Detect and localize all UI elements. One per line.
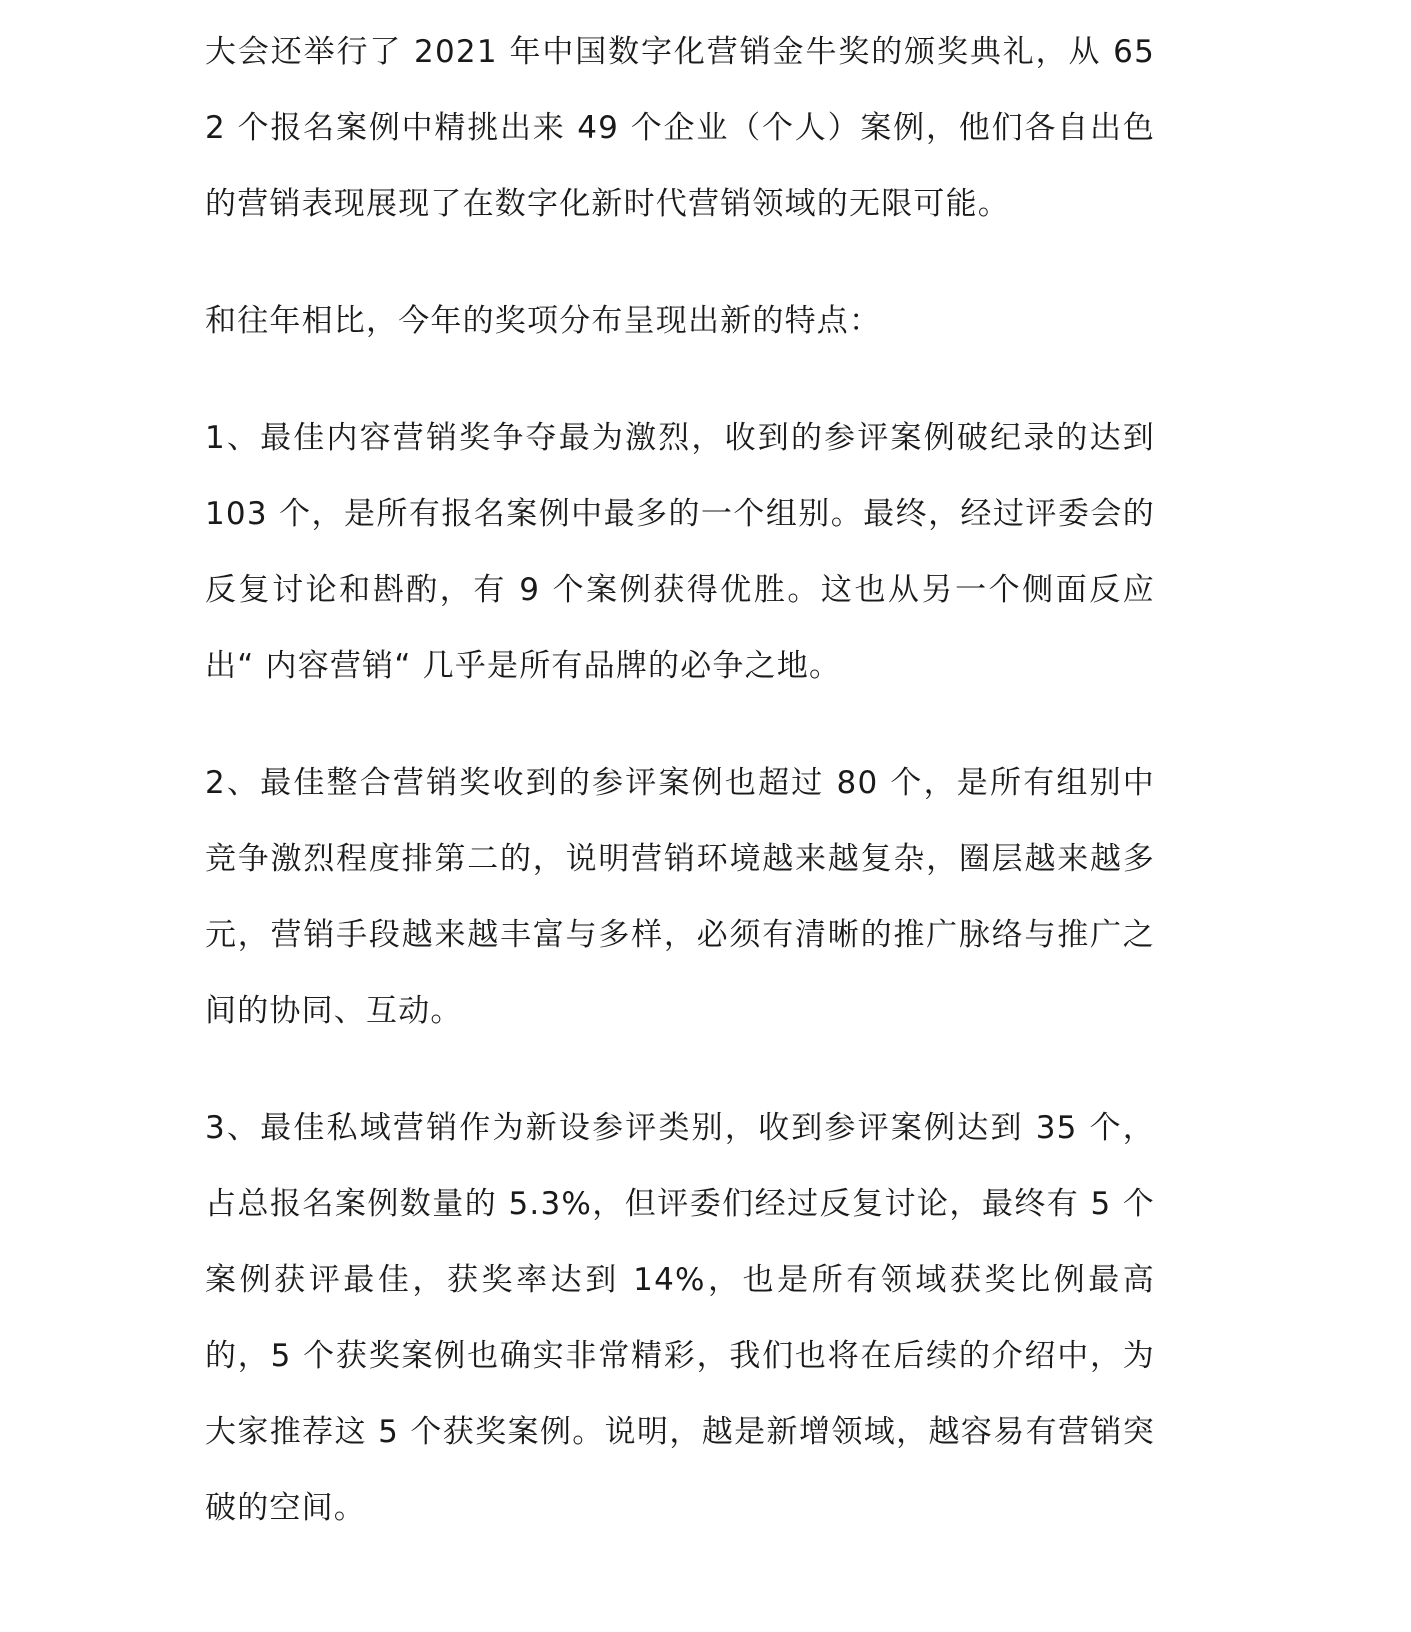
paragraph-award-ceremony: 大会还举行了 2021 年中国数字化营销金牛奖的颁奖典礼，从 652 个报名案例中精挑出来 49 个企业（个人）案例，他们各自出色的营销表现展现了在数字化新时代营销领域的无限可能。	[205, 34, 1155, 222]
paragraph-point-1-content-marketing: 1、最佳内容营销奖争夺最为激烈，收到的参评案例破纪录的达到 103 个，是所有报名案例中最多的一个组别。最终，经过评委会的反复讨论和斟酌，有 9 个案例获得优胜。这也从另一个侧面反应出“ 内容营销“ 几乎是所有品牌的必争之地。	[205, 420, 1155, 684]
article-body	[205, 14, 1155, 1546]
paragraph-new-features-intro: 和往年相比，今年的奖项分布呈现出新的特点：	[205, 303, 882, 339]
paragraph-point-2-integrated-marketing: 2、最佳整合营销奖收到的参评案例也超过 80 个，是所有组别中竞争激烈程度排第二的，说明营销环境越来越复杂，圈层越来越多元，营销手段越来越丰富与多样，必须有清晰的推广脉络与推广之间的协同、互动。	[205, 765, 1155, 1029]
paragraph-point-3-private-domain-marketing: 3、最佳私域营销作为新设参评类别，收到参评案例达到 35 个，占总报名案例数量的 5.3%，但评委们经过反复讨论，最终有 5 个案例获评最佳，获奖率达到 14%，也是所有领域获奖比例最高的，5 个获奖案例也确实非常精彩，我们也将在后续的介绍中，为大家推荐这 5 个获奖案例。说明，越是新增领域，越容易有营销突破的空间。	[205, 1110, 1155, 1526]
